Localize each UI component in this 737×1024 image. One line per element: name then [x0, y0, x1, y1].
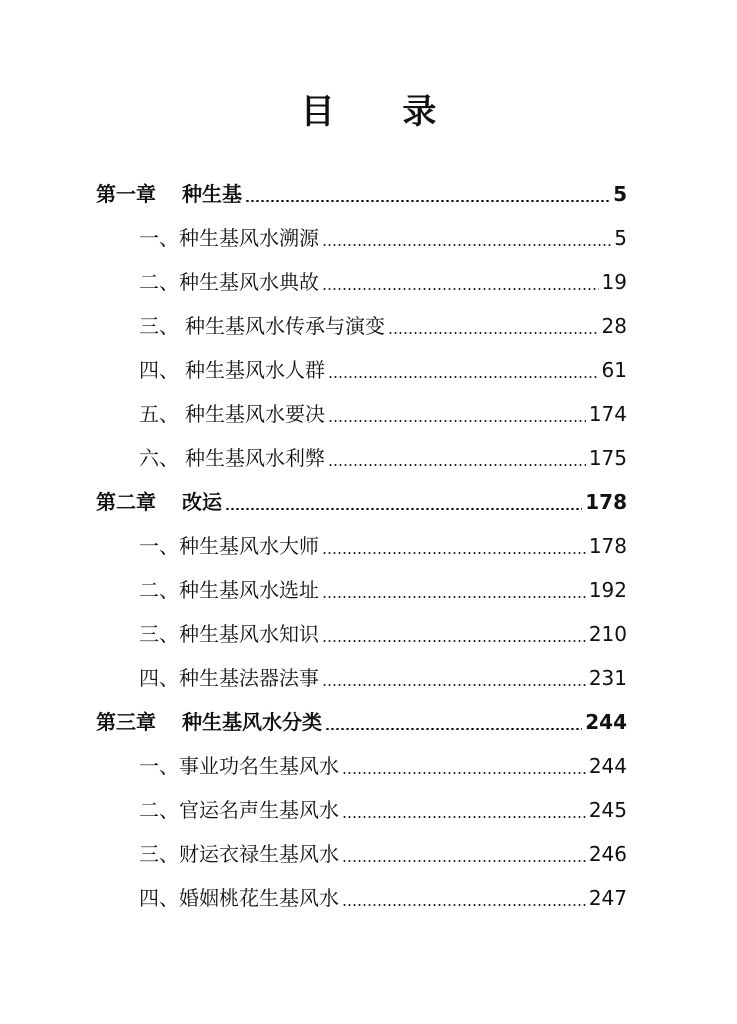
toc-page-number: 247 [588, 886, 627, 910]
toc-entry-number: 五、 [139, 402, 179, 426]
dot-leader [322, 552, 586, 554]
toc-page-number: 210 [588, 622, 627, 646]
toc-page-number: 245 [588, 798, 627, 822]
toc-entry-title: 种生基风水典故 [179, 270, 319, 294]
toc-entry-title: 种生基法器法事 [179, 666, 319, 690]
toc-entry-number: 第二章 [96, 490, 156, 514]
toc-section-entry [139, 260, 627, 304]
dot-leader [388, 332, 599, 334]
toc-entry-number: 四、 [139, 886, 179, 910]
dot-leader [322, 244, 611, 246]
toc-section-entry [139, 348, 627, 392]
toc-entry-number: 第三章 [96, 710, 156, 734]
toc-entry-title: 种生基风水分类 [182, 710, 322, 734]
toc-page-number: 178 [588, 534, 627, 558]
toc-section-entry [139, 304, 627, 348]
dot-leader [342, 772, 586, 774]
toc-page-number: 28 [601, 314, 627, 338]
toc-chapter-entry [96, 700, 627, 744]
toc-entry-title: 改运 [182, 490, 222, 514]
dot-leader [328, 420, 586, 422]
dot-leader [322, 596, 586, 598]
toc-entry-title: 种生基风水选址 [179, 578, 319, 602]
toc-entry-number: 三、 [139, 622, 179, 646]
toc-entry-number: 二、 [139, 270, 179, 294]
dot-leader [328, 464, 586, 466]
toc-page-number: 192 [588, 578, 627, 602]
toc-page-number: 61 [601, 358, 627, 382]
toc-entry-number: 四、 [139, 358, 179, 382]
toc-entry-title: 种生基风水要决 [185, 402, 325, 426]
dot-leader [225, 508, 582, 511]
toc-page-number: 231 [588, 666, 627, 690]
toc-page-number: 244 [588, 754, 627, 778]
toc-entry-title: 种生基风水人群 [185, 358, 325, 382]
toc-entry-title: 种生基风水溯源 [179, 226, 319, 250]
toc-entry-title: 官运名声生基风水 [179, 798, 339, 822]
toc-page-number: 19 [601, 270, 627, 294]
toc-page-number: 5 [614, 226, 627, 250]
dot-leader [342, 860, 586, 862]
toc-section-entry [139, 744, 627, 788]
toc-entry-number: 六、 [139, 446, 179, 470]
dot-leader [328, 376, 599, 378]
toc-section-entry [139, 568, 627, 612]
toc-entry-title: 婚姻桃花生基风水 [179, 886, 339, 910]
toc-entry-number: 二、 [139, 798, 179, 822]
toc-entry-number: 三、 [139, 314, 179, 338]
toc-chapter-entry [96, 172, 627, 216]
toc-page-number: 175 [588, 446, 627, 470]
dot-leader [245, 200, 610, 203]
dot-leader [322, 640, 586, 642]
dot-leader [322, 684, 586, 686]
toc-entry-title: 种生基风水大师 [179, 534, 319, 558]
toc-entry-title: 种生基风水利弊 [185, 446, 325, 470]
toc-entry-title: 事业功名生基风水 [179, 754, 339, 778]
toc-section-entry [139, 216, 627, 260]
toc-page-number: 244 [585, 710, 627, 734]
toc-entry-title: 种生基 [182, 182, 242, 206]
toc-section-entry [139, 656, 627, 700]
toc-page-number: 178 [585, 490, 627, 514]
toc-entry-title: 种生基风水传承与演变 [185, 314, 385, 338]
toc-section-entry [139, 876, 627, 920]
toc-section-entry [139, 612, 627, 656]
toc-section-entry [139, 524, 627, 568]
toc-page-number: 5 [613, 182, 627, 206]
toc-entry-number: 四、 [139, 666, 179, 690]
toc-page-number: 246 [588, 842, 627, 866]
toc-section-entry [139, 832, 627, 876]
toc-entry-number: 二、 [139, 578, 179, 602]
page-title: 目 录 [300, 92, 465, 132]
dot-leader [325, 728, 582, 731]
toc-section-entry [139, 788, 627, 832]
toc-entry-title: 种生基风水知识 [179, 622, 319, 646]
toc-entry-number: 一、 [139, 534, 179, 558]
toc-entry-number: 一、 [139, 754, 179, 778]
toc-entry-number: 第一章 [96, 182, 156, 206]
dot-leader [342, 904, 586, 906]
toc-entry-title: 财运衣禄生基风水 [179, 842, 339, 866]
dot-leader [322, 288, 599, 290]
toc-entry-number: 一、 [139, 226, 179, 250]
toc-chapter-entry [96, 480, 627, 524]
toc-entry-number: 三、 [139, 842, 179, 866]
toc-page-number: 174 [588, 402, 627, 426]
dot-leader [342, 816, 586, 818]
toc-section-entry [139, 436, 627, 480]
toc-section-entry [139, 392, 627, 436]
